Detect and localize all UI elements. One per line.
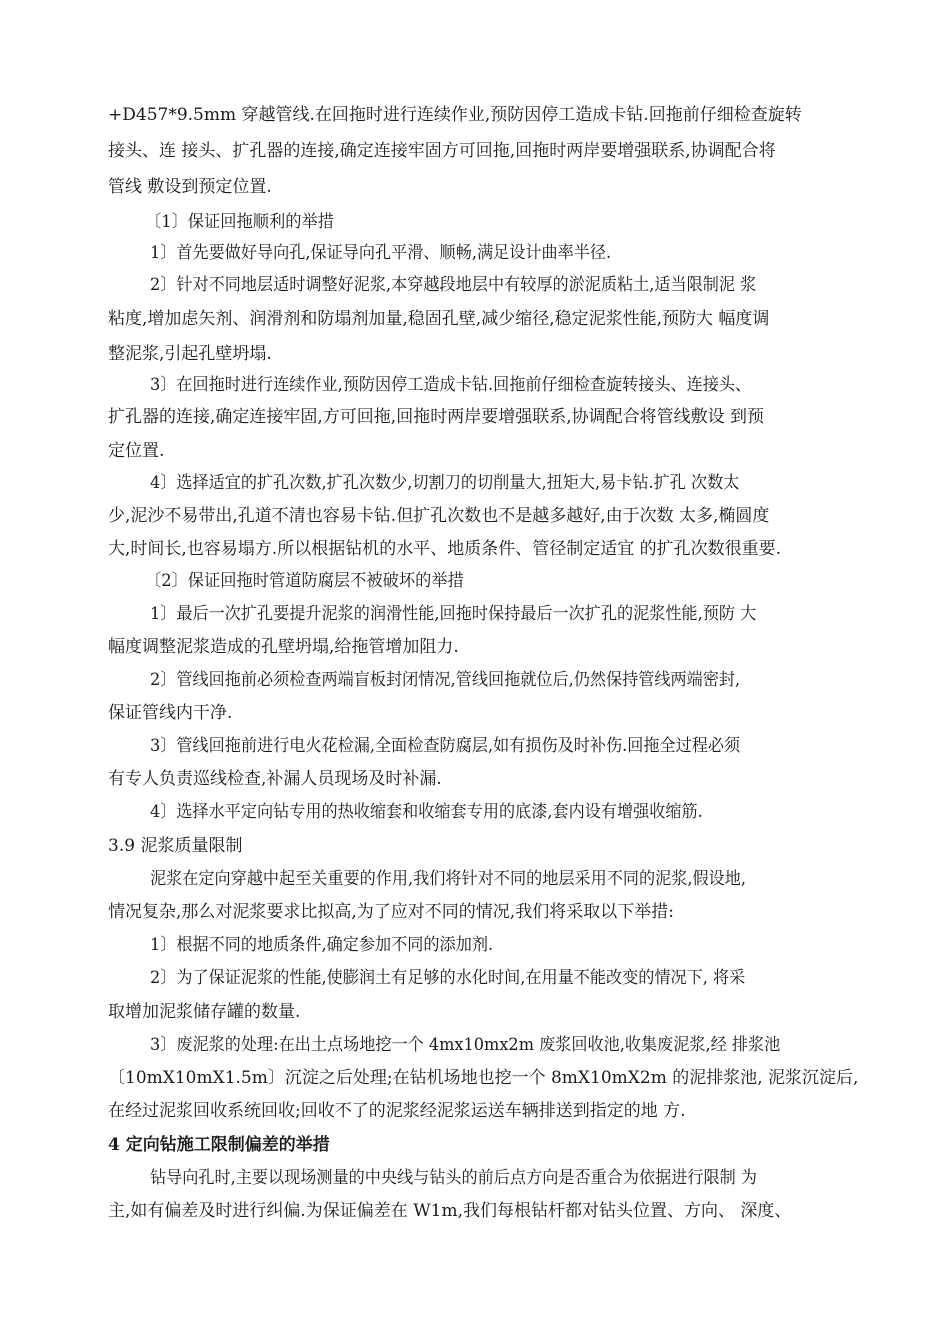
text-line: 定位置.: [108, 441, 165, 461]
text-line: 接头、连 接头、扩孔器的连接,确定连接牢固方可回拖,回拖时两岸要增强联系,协调配合将: [108, 141, 776, 161]
section-heading: 4 定向钻施工限制偏差的举措: [108, 1135, 330, 1155]
text-line: 1〕首先要做好导向孔,保证导向孔平滑、顺畅,满足设计曲率半径.: [150, 243, 612, 263]
text-line: 粘度,增加虑矢剂、润滑剂和防塌剂加量,稳固孔壁,减少缩径,稳定泥浆性能,预防大 幅度调: [108, 309, 770, 329]
text-line: 扩孔器的连接,确定连接牢固,方可回拖,回拖时两岸要增强联系,协调配合将管线敷设 到预: [108, 407, 765, 427]
text-line: 4〕选择水平定向钻专用的热收缩套和收缩套专用的底漆,套内设有增强收缩筋.: [150, 802, 703, 822]
text-line: 1〕最后一次扩孔要提升泥浆的润滑性能,回拖时保持最后一次扩孔的泥浆性能,预防 大: [150, 604, 757, 624]
text-line: 在经过泥浆回收系统回收;回收不了的泥浆经泥浆运送车辆排送到指定的地 方.: [108, 1101, 686, 1121]
text-line: 1〕根据不同的地质条件,确定参加不同的添加剂.: [150, 935, 494, 955]
text-line: 4〕选择适宜的扩孔次数,扩孔次数少,切割刀的切削量大,扭矩大,易卡钻.扩孔 次数太: [150, 473, 740, 493]
text-line: 少,泥沙不易带出,孔道不清也容易卡钻.但扩孔次数也不是越多越好,由于次数 太多,椭圆度: [108, 506, 770, 526]
section-heading: 3.9 泥浆质量限制: [108, 836, 243, 856]
text-line: 保证管线内干净.: [108, 703, 233, 723]
text-line: 大,时间长,也容易塌方.所以根据钻机的水平、地质条件、管径制定适宜 的扩孔次数很重要.: [108, 539, 782, 559]
text-line: 钻导向孔时,主要以现场测量的中央线与钻头的前后点方向是否重合为依据进行限制 为: [150, 1168, 757, 1188]
section-heading: 〔2〕保证回拖时管道防腐层不被破坏的举措: [145, 571, 464, 591]
text-line: 3〕废泥浆的处理:在出土点场地挖一个 4mx10mx2m 废浆回收池,收集废泥浆,经 排浆池: [150, 1035, 781, 1055]
text-line: 幅度调整泥浆造成的孔壁坍塌,给拖管增加阻力.: [108, 637, 459, 657]
text-line: 有专人负责巡线检查,补漏人员现场及时补漏.: [108, 769, 442, 789]
text-line: 情况复杂,那么对泥浆要求比拟高,为了应对不同的情况,我们将采取以下举措:: [108, 902, 674, 922]
text-line: +D457*9.5mm 穿越管线.在回拖时进行连续作业,预防因停工造成卡钻.回拖前仔细检查旋转: [108, 105, 802, 125]
text-line: 主,如有偏差及时进行纠偏.为保证偏差在 W1m,我们每根钻杆都对钻头位置、方向、 深度、: [108, 1201, 792, 1221]
text-line: 管线 敷设到预定位置.: [108, 177, 272, 197]
text-line: 3〕在回拖时进行连续作业,预防因停工造成卡钻.回拖前仔细检查旋转接头、连接头、: [150, 375, 752, 395]
section-heading: 〔1〕保证回拖顺利的举措: [145, 212, 334, 232]
text-line: 2〕针对不同地层适时调整好泥浆,本穿越段地层中有较厚的淤泥质粘土,适当限制泥 浆: [150, 275, 757, 295]
text-line: 整泥浆,引起孔壁坍塌.: [108, 344, 272, 364]
text-line: 3〕管线回拖前进行电火花检漏,全面检查防腐层,如有损伤及时补伤.回拖全过程必须: [150, 736, 741, 756]
text-line: 泥浆在定向穿越中起至关重要的作用,我们将针对不同的地层采用不同的泥浆,假设地,: [150, 869, 746, 889]
text-line: 〔10mX10mX1.5m〕沉淀之后处理;在钻机场地也挖一个 8mX10mX2m 的泥排浆池, 泥浆沉淀后,: [108, 1068, 859, 1088]
text-line: 2〕为了保证泥浆的性能,使膨润土有足够的水化时间,在用量不能改变的情况下, 将采: [150, 968, 746, 988]
text-line: 2〕管线回拖前必须检查两端盲板封闭情况,管线回拖就位后,仍然保持管线两端密封,: [150, 670, 741, 690]
text-line: 取增加泥浆储存罐的数量.: [108, 1002, 301, 1022]
